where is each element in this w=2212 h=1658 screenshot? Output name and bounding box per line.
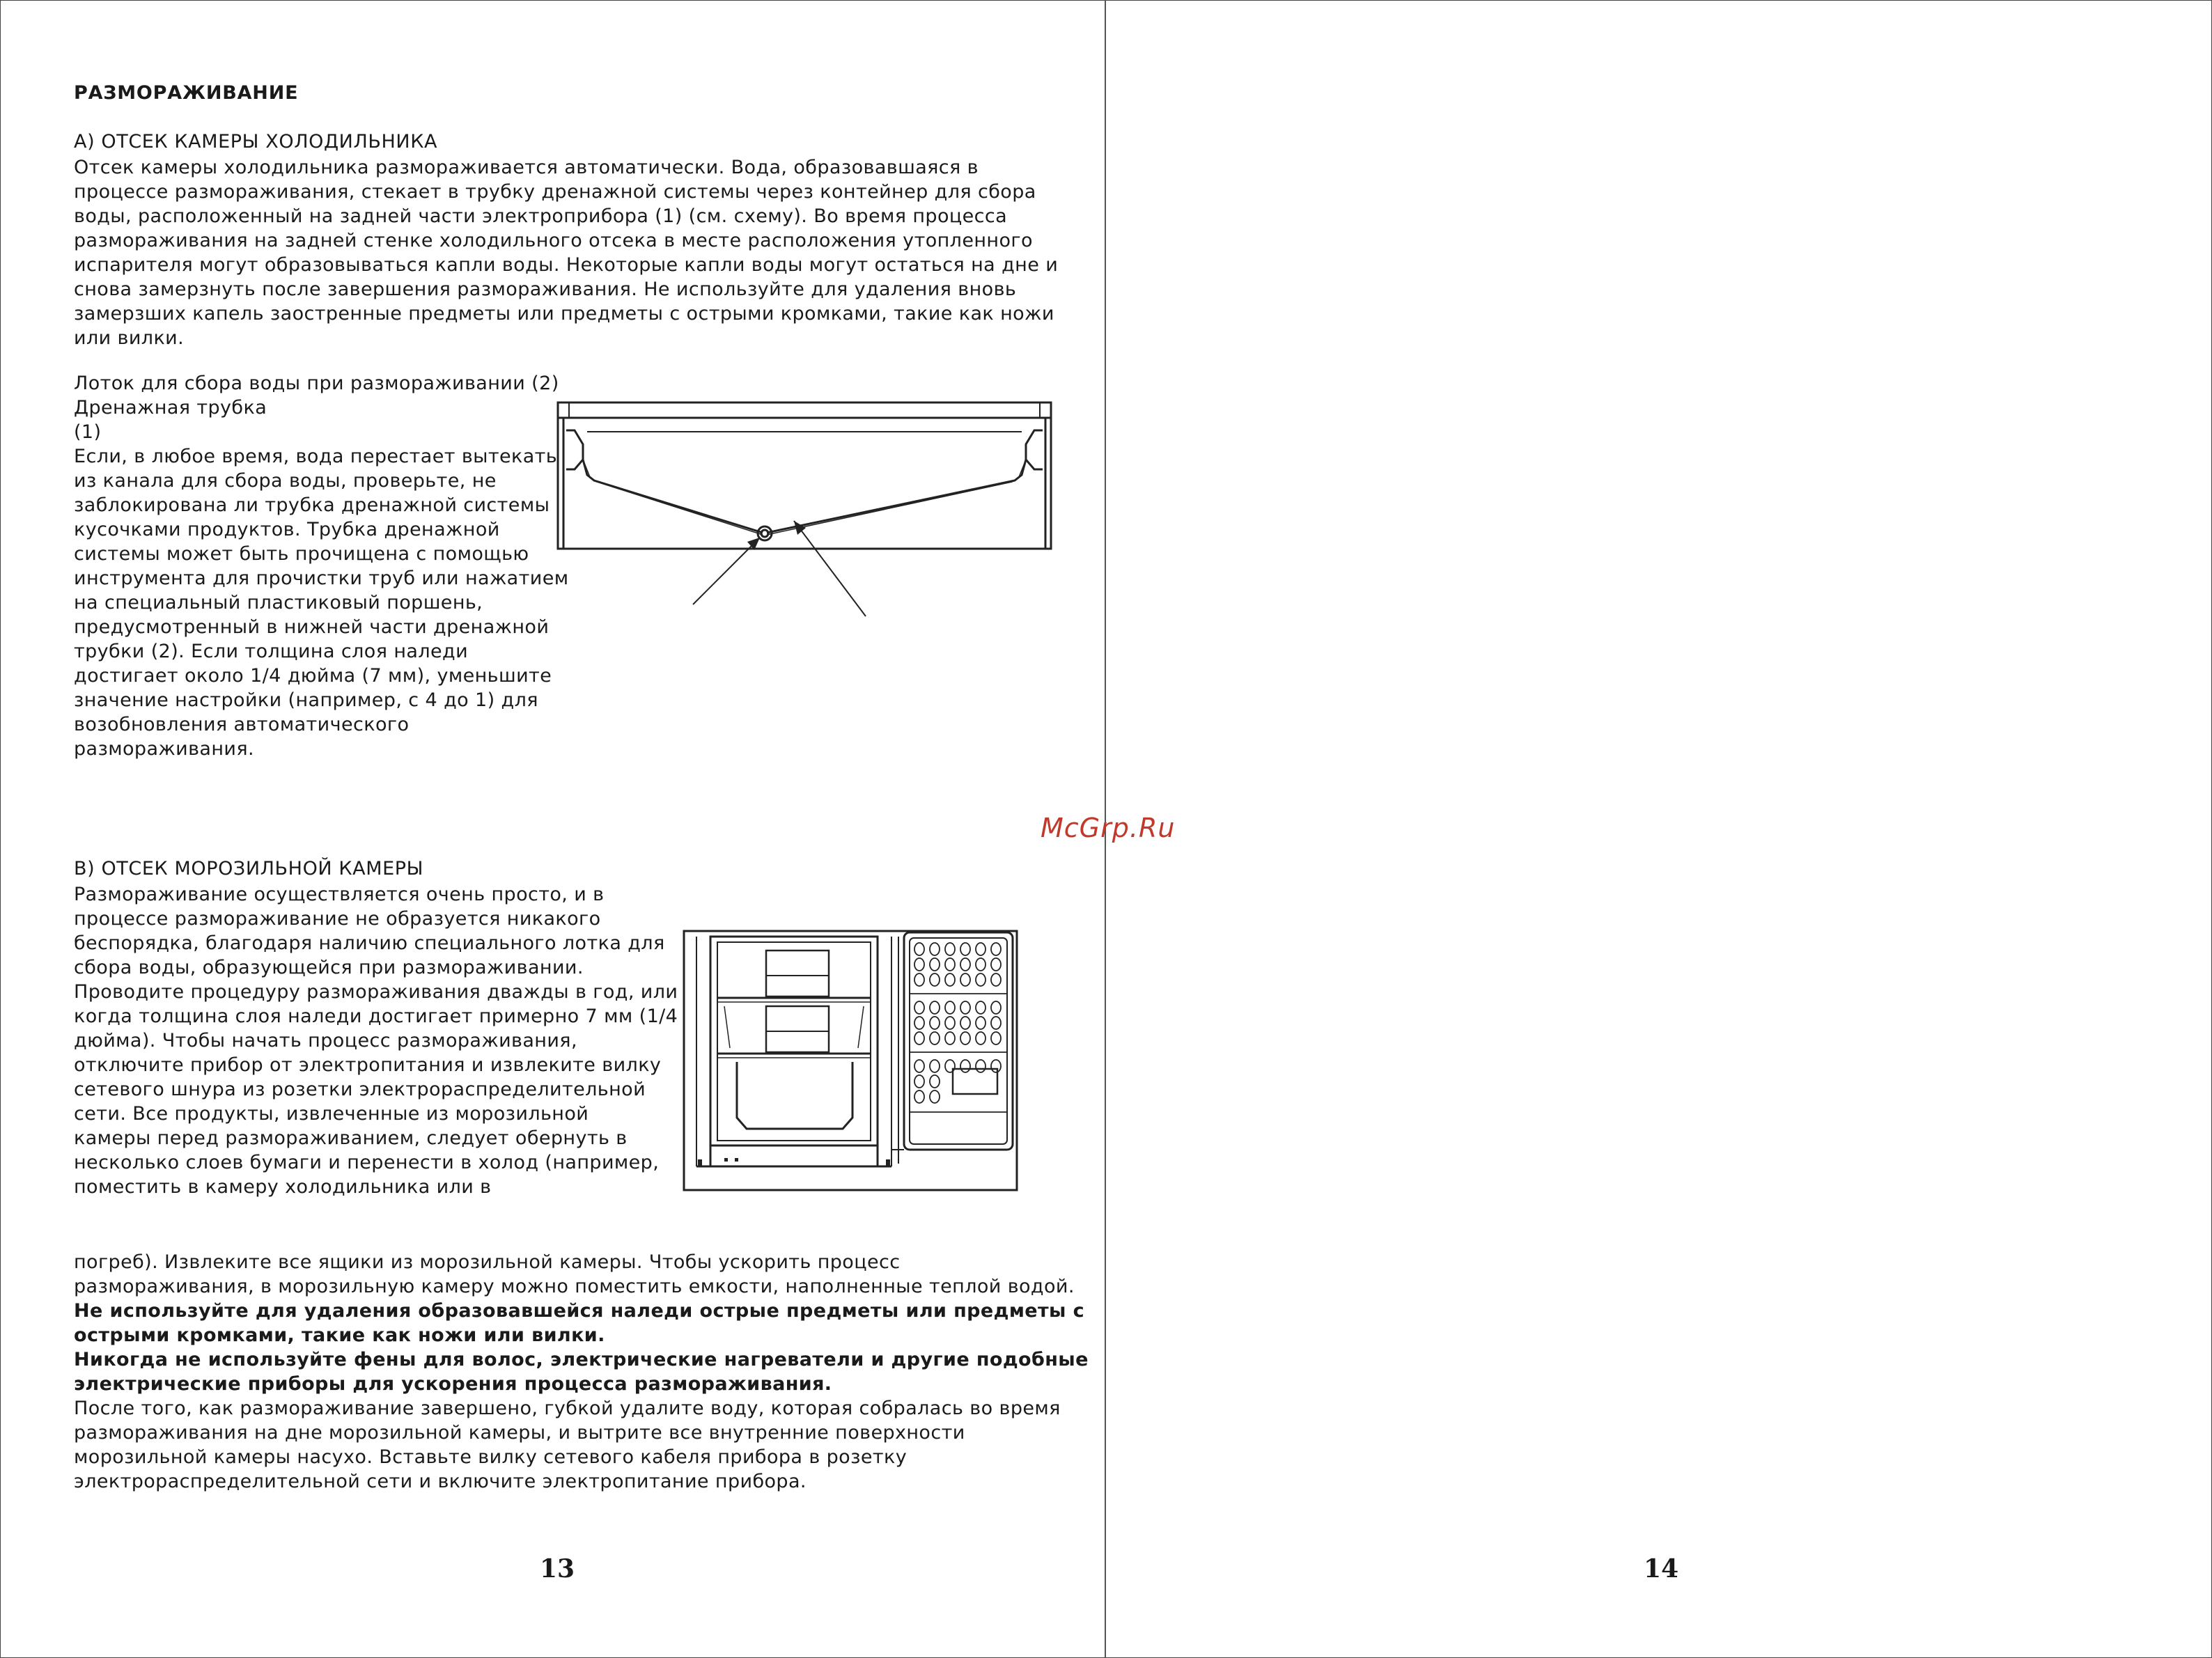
text-line: отключите прибор от электропитания и извлеките вилку: [74, 1054, 662, 1076]
text-line: Если, в любое время, вода перестает вытекать: [74, 446, 558, 467]
subsection-b-continuation: [74, 1250, 1089, 1494]
subsection-a-paragraph: [74, 155, 1058, 350]
subsection-a-title: А) ОТСЕК КАМЕРЫ ХОЛОДИЛЬНИКА: [74, 131, 438, 152]
text-line: размораживания, в морозильную камеру можно поместить емкости, наполненные теплой водой.: [74, 1276, 1075, 1297]
text-line: размораживания на задней стенке холодильного отсека в месте расположения утопленного: [74, 230, 1033, 251]
text-line: процессе размораживания, стекает в трубку дренажной системы через контейнер для сбора: [74, 181, 1036, 203]
text-line: или вилки.: [74, 327, 185, 349]
text-line: предусмотренный в нижней части дренажной: [74, 616, 550, 638]
text-line: кусочками продуктов. Трубка дренажной: [74, 519, 500, 540]
page-number-right: 14: [1644, 1554, 1679, 1583]
warning-line: Не используйте для удаления образовавшейся наледи острые предметы или предметы с: [74, 1300, 1085, 1322]
text-line: на специальный пластиковый поршень,: [74, 592, 483, 613]
page-number-left: 13: [540, 1554, 575, 1583]
text-line: снова замерзнуть после завершения размораживания. Не используйте для удаления вновь: [74, 279, 1017, 300]
text-line: воды, расположенный на задней части электроприбора (1) (см. схему). Во время процесса: [74, 205, 1008, 227]
text-line: Лоток для сбора воды при размораживании (2): [74, 373, 559, 394]
text-line: Дренажная трубка: [74, 397, 267, 419]
text-line: системы может быть прочищена с помощью: [74, 543, 529, 565]
text-line: испарителя могут образовываться капли воды. Некоторые капли воды могут остаться на дне и: [74, 254, 1059, 276]
text-line: инструмента для прочистки труб или нажатием: [74, 568, 569, 589]
subsection-b-side-text: [74, 882, 678, 1199]
text-line: дюйма). Чтобы начать процесс размораживания,: [74, 1030, 577, 1051]
text-line: значение настройки (например, с 4 до 1) для: [74, 689, 538, 711]
text-line: Размораживание осуществляется очень просто, и в: [74, 884, 605, 905]
text-line: Проводите процедуру размораживания дважды в год, или: [74, 981, 678, 1003]
warning-line: электрические приборы для ускорения процесса размораживания.: [74, 1373, 832, 1395]
subsection-a-side-text: [74, 371, 569, 761]
subsection-b-title: В) ОТСЕК МОРОЗИЛЬНОЙ КАМЕРЫ: [74, 858, 424, 879]
text-line: сетевого шнура из розетки электрораспределительной: [74, 1079, 646, 1100]
text-line: процессе размораживание не образуется никакого: [74, 908, 601, 930]
door-egg-holders: [910, 943, 1007, 1112]
watermark: McGrp.Ru: [1041, 813, 1176, 843]
text-line: несколько слоев бумаги и перенести в холод (например,: [74, 1152, 660, 1173]
text-line: морозильной камеры насухо. Вставьте вилку сетевого кабеля прибора в розетку: [74, 1446, 908, 1468]
freezer-diagram: [683, 930, 1018, 1191]
text-line: сбора воды, образующейся при размораживании.: [74, 957, 584, 978]
text-line: (1): [74, 421, 102, 443]
warning-line: Никогда не используйте фены для волос, электрические нагреватели и другие подобные: [74, 1349, 1089, 1370]
text-line: трубки (2). Если толщина слоя наледи: [74, 641, 469, 662]
text-line: Отсек камеры холодильника размораживается автоматически. Вода, образовавшаяся в: [74, 157, 979, 178]
text-line: сети. Все продукты, извлеченные из морозильной: [74, 1103, 589, 1125]
text-line: После того, как размораживание завершено, губкой удалите воду, которая собралась во время: [74, 1398, 1061, 1419]
text-line: погреб). Извлеките все ящики из морозильной камеры. Чтобы ускорить процесс: [74, 1251, 901, 1273]
text-line: электрораспределительной сети и включите электропитание прибора.: [74, 1471, 807, 1492]
text-line: достигает около 1/4 дюйма (7 мм), уменьшите: [74, 665, 552, 687]
text-line: размораживания на дне морозильной камеры, и вытрите все внутренние поверхности: [74, 1422, 965, 1444]
text-line: беспорядка, благодаря наличию специального лотка для: [74, 932, 665, 954]
text-line: поместить в камеру холодильника или в: [74, 1176, 492, 1198]
text-line: из канала для сбора воды, проверьте, не: [74, 470, 497, 492]
text-line: замерзших капель заостренные предметы или предметы с острыми кромками, такие как ножи: [74, 303, 1054, 324]
drain-tray-diagram: [554, 397, 1062, 627]
text-line: возобновления автоматического: [74, 714, 410, 735]
text-line: размораживания.: [74, 738, 254, 760]
warning-line: острыми кромками, такие как ножи или вилки.: [74, 1324, 605, 1346]
text-line: камеры перед размораживанием, следует обернуть в: [74, 1127, 628, 1149]
text-line: заблокирована ли трубка дренажной системы: [74, 494, 550, 516]
text-line: когда толщина слоя наледи достигает примерно 7 мм (1/4: [74, 1006, 678, 1027]
section-title: РАЗМОРАЖИВАНИЕ: [74, 82, 299, 104]
